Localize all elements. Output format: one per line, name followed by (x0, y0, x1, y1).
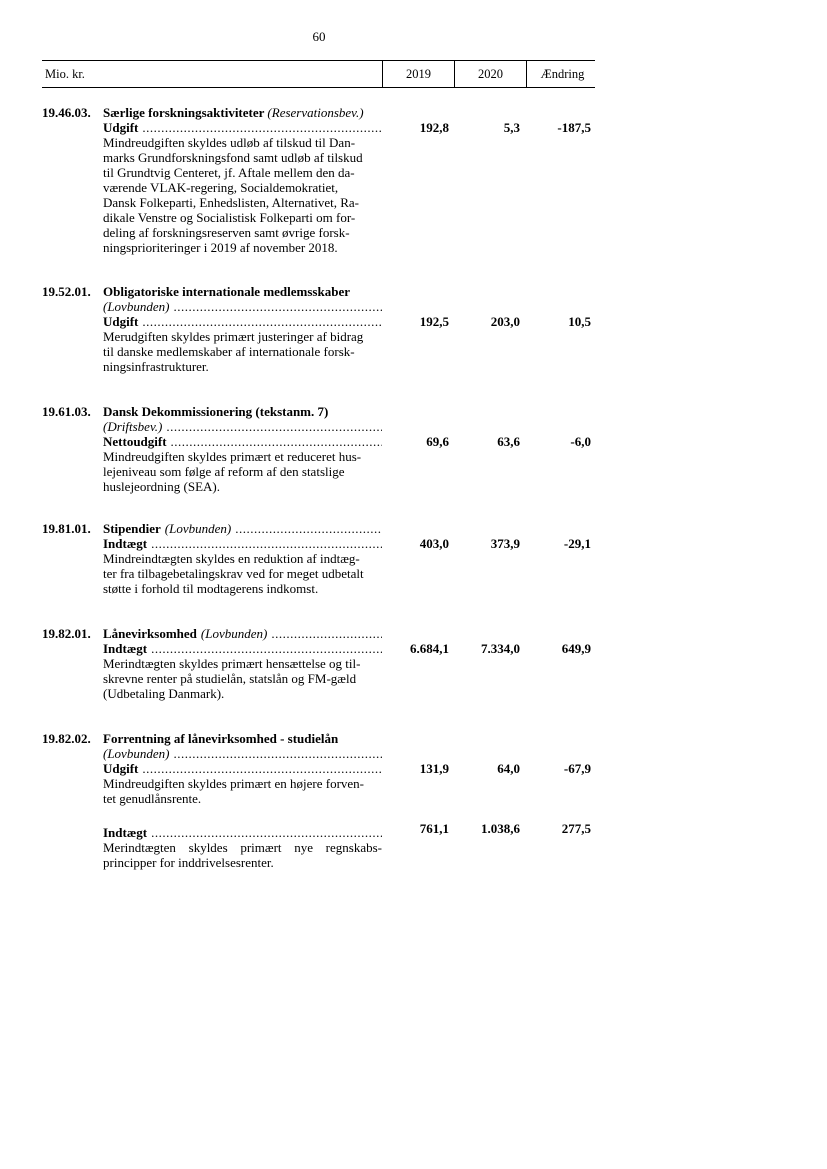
account-title: Obligatoriske internationale medlemsskaber (103, 284, 350, 299)
entry-body (103, 731, 382, 870)
line-item-label: Udgift (103, 120, 139, 135)
entry-body (103, 626, 382, 701)
value-change: -29,1 (563, 536, 591, 551)
explanation-text: Mindreudgiften skyldes primært en højere forven- tet genudlånsrente. (103, 776, 365, 806)
account-code: 19.82.01. (42, 626, 91, 641)
account-code: 19.81.01. (42, 521, 91, 536)
account-title: Forrentning af lånevirksomhed - studielån (103, 731, 339, 746)
table-header (42, 60, 595, 88)
explanation-text: Merudgiften skyldes primært justeringer af bidrag til danske medlemskaber af internationale forsk- ningsinfrastrukturer. (103, 329, 364, 374)
value-2020: 1.038,6 (481, 821, 520, 836)
value-2019: 192,8 (419, 120, 449, 135)
value-2020: 373,9 (490, 536, 520, 551)
line-item-row (103, 536, 382, 551)
account-title: Lånevirksomhed (Lovbunden) ..... (103, 626, 382, 641)
line-item-row (103, 641, 382, 656)
explanation-text: Mindreindtægten skyldes en reduktion af indtæg- ter fra tilbagebetalingskrav ved for meget udbetalt støtte i forhold til modtagerens indkomst. (103, 551, 364, 596)
line-item-row (103, 825, 382, 840)
appropriation-type: (Driftsbev.) (103, 419, 163, 434)
appropriation-type: (Lovbunden) (103, 299, 170, 314)
account-title: Dansk Dekommissionering (tekstanm. 7) (103, 404, 329, 419)
account-title: Stipendier (Lovbunden) ..... (103, 521, 382, 536)
entry-body (103, 105, 382, 255)
value-2019: 192,5 (419, 314, 449, 329)
line-item-label: Indtægt (103, 641, 148, 656)
line-item-row (103, 314, 382, 329)
explanation-text: Mindreudgiften skyldes udløb af tilskud til Dan- marks Grundforskningsfond samt udløb af tilskud til Grundtvig Centeret, jf. Aftale mellem den da- værende VLAK-regering, Socialdemokratiet, Dansk Folkeparti, Enhedslisten, Alternativet, Ra- dikale Venstre og Socialistisk Folkeparti om for- deling af forskningsreserven samt øvrige forsk- ningsprioriteringer i 2019 af november 2018. (103, 135, 363, 255)
account-code: 19.61.03. (42, 404, 91, 419)
value-change: 10,5 (568, 314, 591, 329)
line-item-label: Udgift (103, 314, 139, 329)
explanation-text: Mindreudgiften skyldes primært et reduceret hus- lejeniveau som følge af reform af den statslige huslejeordning (SEA). (103, 449, 362, 494)
account-code: 19.46.03. (42, 105, 91, 120)
entry-body (103, 521, 382, 596)
value-2020: 5,3 (503, 120, 520, 135)
unit-header: Mio. kr. (45, 66, 85, 81)
value-2019: 69,6 (426, 434, 449, 449)
line-item-label: Udgift (103, 761, 139, 776)
value-change: 649,9 (561, 641, 591, 656)
appropriation-type: (Lovbunden) (164, 521, 232, 536)
value-change: -187,5 (557, 120, 591, 135)
appropriation-row (103, 746, 382, 761)
appropriation-type: (Reservationsbev.) (267, 105, 364, 120)
value-2019: 131,9 (419, 761, 449, 776)
page-number: 60 (312, 29, 326, 44)
value-2020: 7.334,0 (481, 641, 520, 656)
value-change: -67,9 (563, 761, 591, 776)
value-2019: 6.684,1 (410, 641, 449, 656)
explanation-text: Merindtægten skyldes primært nye regnskabs- principper for inddrivelsesrenter. (103, 840, 382, 870)
value-change: -6,0 (570, 434, 591, 449)
appropriation-type: (Lovbunden) (103, 746, 170, 761)
line-item-row (103, 120, 382, 135)
value-2020: 63,6 (497, 434, 520, 449)
column-header-change: Ændring (526, 61, 598, 87)
value-2020: 203,0 (490, 314, 520, 329)
value-2019: 761,1 (419, 821, 449, 836)
account-code: 19.82.02. (42, 731, 91, 746)
column-header-2019: 2019 (382, 61, 454, 87)
line-item-label: Nettoudgift (103, 434, 167, 449)
line-item-label: Indtægt (103, 536, 148, 551)
explanation-text: Merindtægten skyldes primært hensættelse og til- skrevne renter på studielån, statslån og FM-gæld (Udbetaling Danmark). (103, 656, 361, 701)
value-2020: 64,0 (497, 761, 520, 776)
line-item-label: Indtægt (103, 825, 148, 840)
line-item-row (103, 761, 382, 776)
column-header-2020: 2020 (454, 61, 526, 87)
appropriation-row (103, 419, 382, 434)
appropriation-row (103, 299, 382, 314)
account-title: Særlige forskningsaktiviteter (Reservationsbev.) (103, 105, 364, 120)
entry-body (103, 284, 382, 374)
appropriation-type: (Lovbunden) (200, 626, 268, 641)
value-2019: 403,0 (419, 536, 449, 551)
value-change: 277,5 (561, 821, 591, 836)
account-code: 19.52.01. (42, 284, 91, 299)
line-item-row (103, 434, 382, 449)
entry-body (103, 404, 382, 494)
